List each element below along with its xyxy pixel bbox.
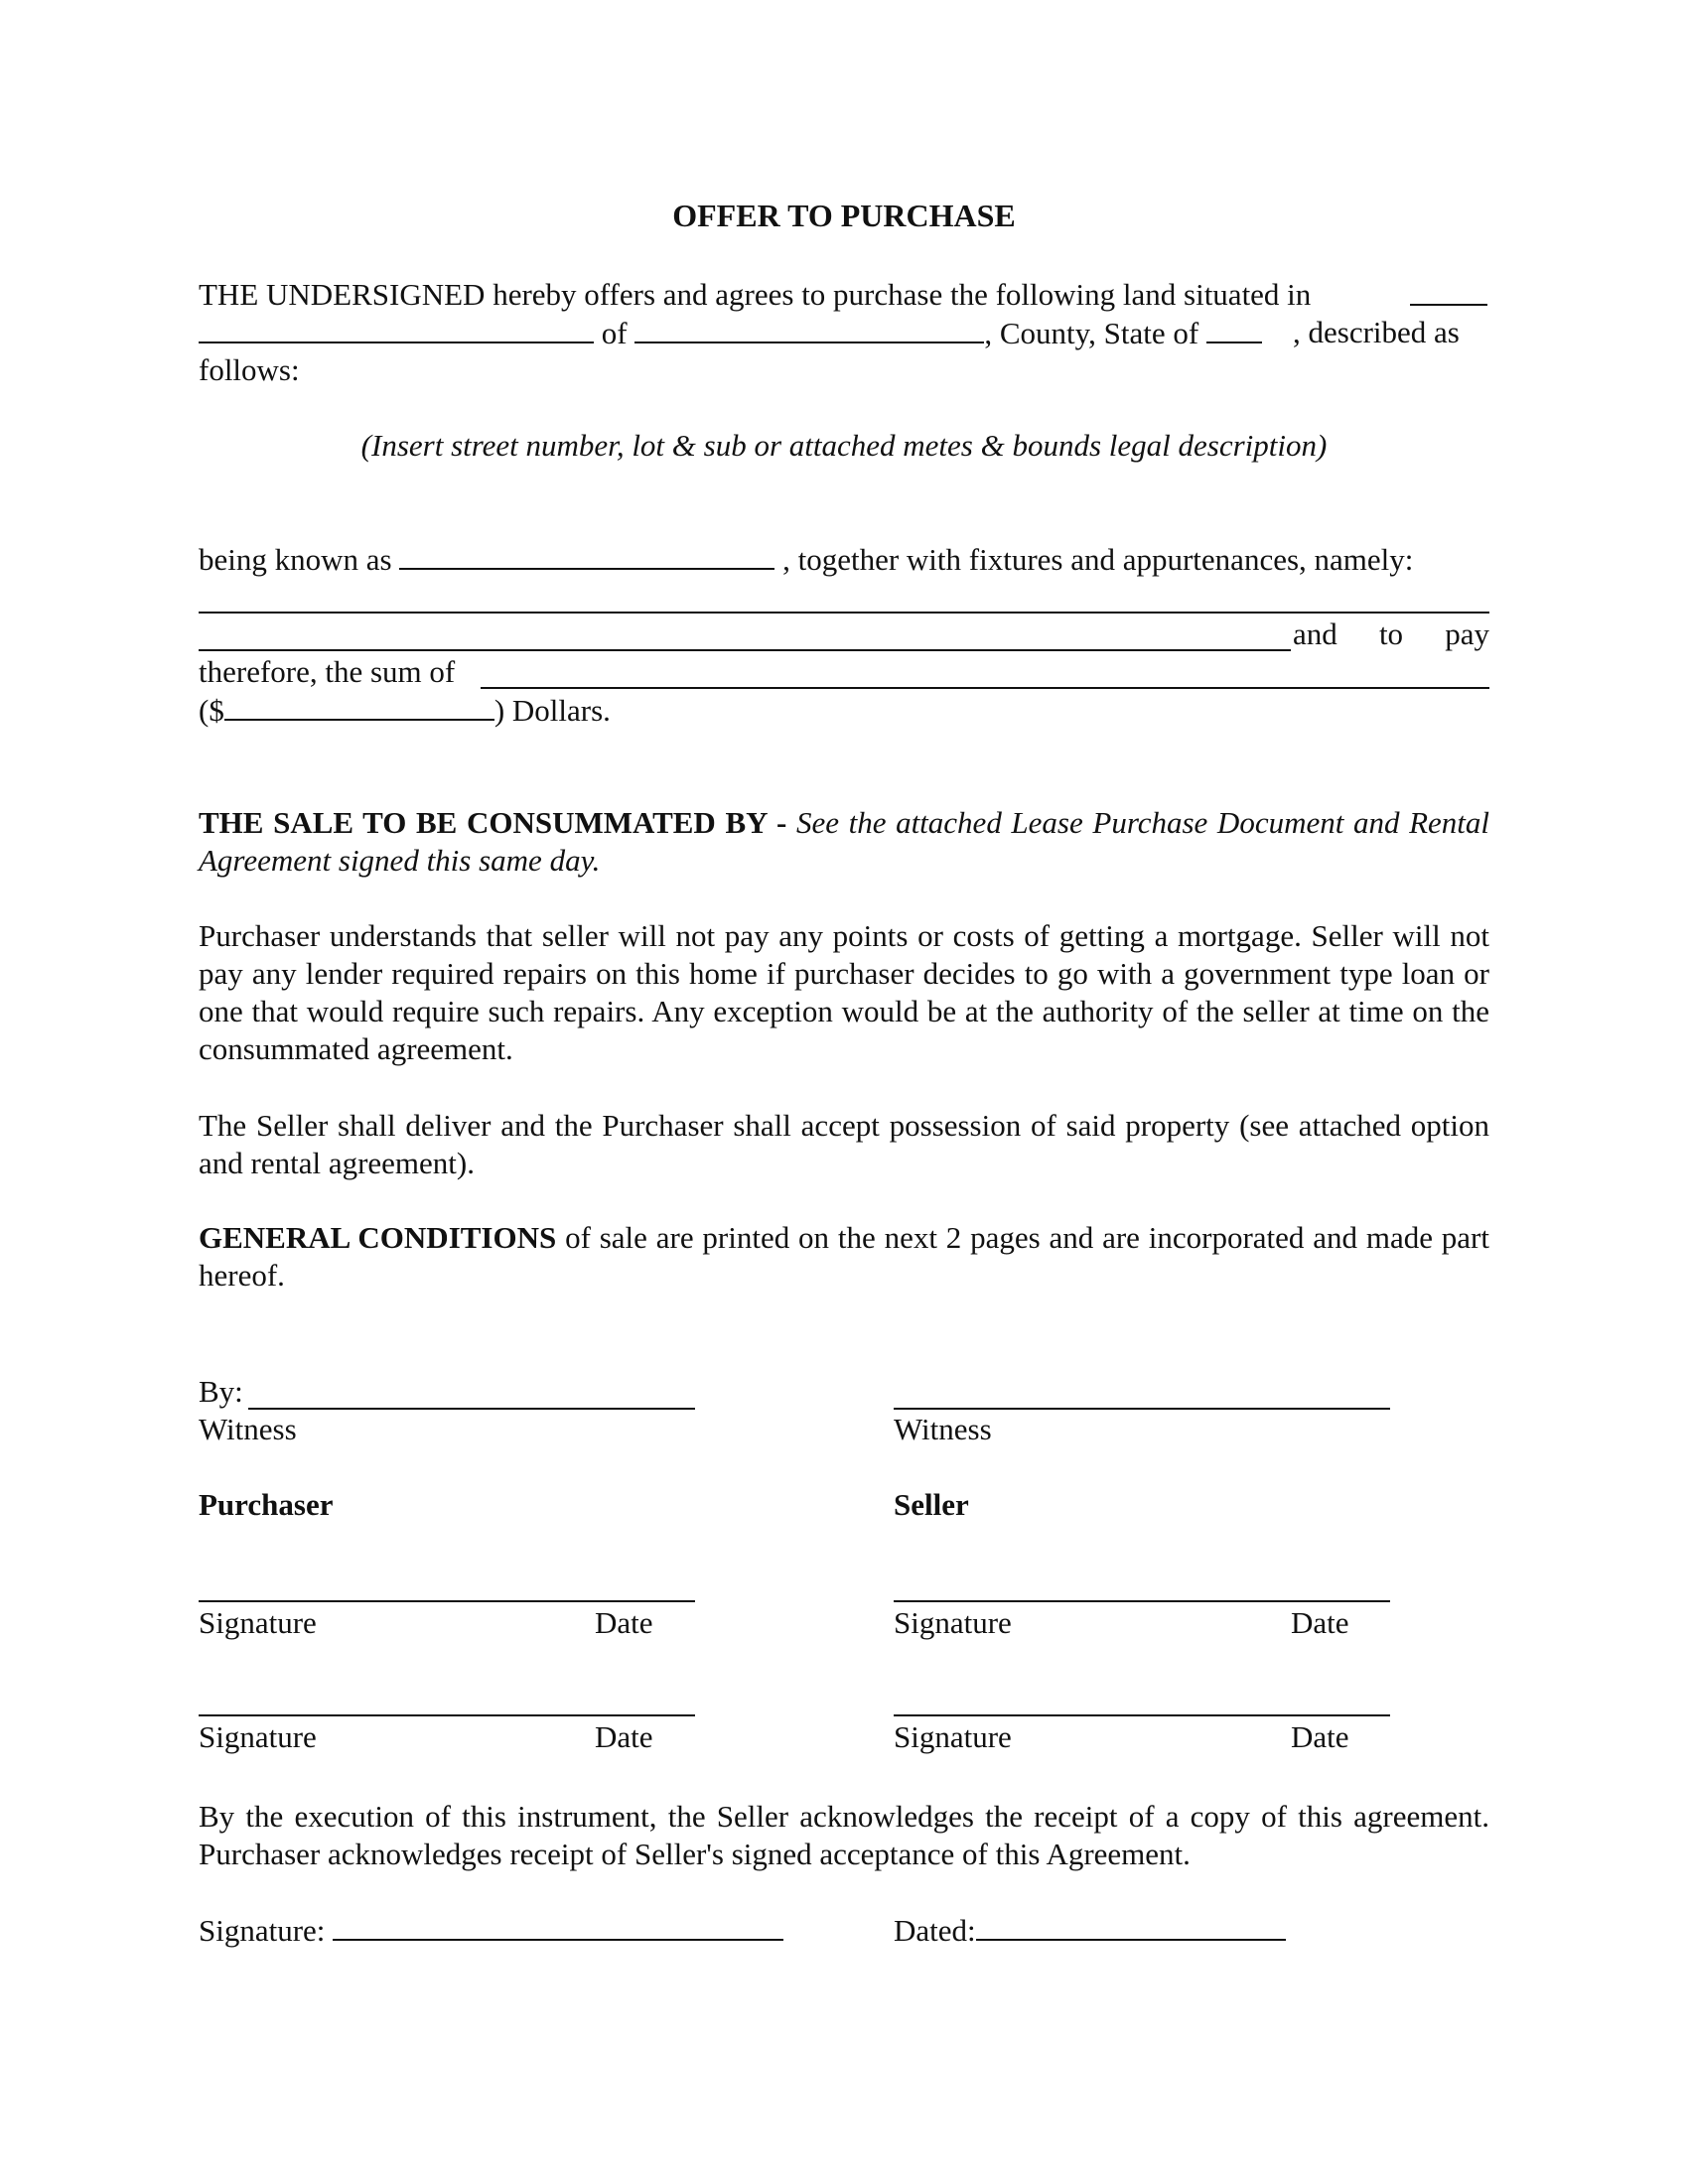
- page-title: OFFER TO PURCHASE: [672, 198, 1016, 233]
- intro-line-1: [199, 276, 1311, 314]
- purchaser-signature-line-2[interactable]: [199, 1714, 695, 1716]
- witness-right-label: Witness: [894, 1412, 992, 1446]
- to-word: to: [1378, 616, 1404, 651]
- seller-signature-label-1: Signature: [894, 1605, 1012, 1640]
- fixtures-label: , together with fixtures and appurtenances, namely:: [782, 542, 1414, 577]
- purchaser-signature-label-2: Signature: [199, 1719, 317, 1754]
- and-word: and: [1293, 616, 1337, 651]
- by-signature-line[interactable]: [248, 1408, 695, 1410]
- township-field[interactable]: [199, 314, 594, 343]
- witness-left-label: Witness: [199, 1412, 297, 1446]
- sale-heading: THE SALE TO BE CONSUMMATED BY -: [199, 805, 787, 840]
- of-label: of: [601, 316, 628, 350]
- seller-signature-line-1[interactable]: [894, 1600, 1390, 1602]
- intro-line-2: [199, 314, 1262, 352]
- and-to-pay: [1293, 615, 1489, 653]
- purchaser-signature-label-1: Signature: [199, 1605, 317, 1640]
- location-field-1[interactable]: [1410, 276, 1487, 315]
- footer-dated-field[interactable]: [976, 1911, 1286, 1941]
- general-conditions-paragraph: [199, 1219, 1489, 1295]
- footer-dated-line: [894, 1911, 1286, 1950]
- seller-signature-line-2[interactable]: [894, 1714, 1390, 1716]
- purchaser-signature-line-1[interactable]: [199, 1600, 695, 1602]
- seller-date-label-1: Date: [1291, 1605, 1349, 1640]
- county-state-label: , County, State of: [984, 316, 1199, 350]
- seller-date-label-2: Date: [1291, 1719, 1349, 1754]
- purchaser-paragraph: Purchaser understands that seller will not pay any points or costs of getting a mortgage. Seller will not pay any lender required repairs on this home if purchaser decides to go with a government type loan or one that would require such repairs. Any exception would be at the authority of the seller at time on the consummated agreement.: [199, 918, 1489, 1066]
- by-label: By:: [199, 1374, 243, 1409]
- footer-signature-label: Signature:: [199, 1913, 326, 1948]
- footer-dated-label: Dated:: [894, 1913, 976, 1948]
- city-field[interactable]: [634, 314, 984, 343]
- footer-signature-field[interactable]: [333, 1911, 783, 1941]
- fixtures-line-2[interactable]: [199, 649, 1291, 651]
- known-as-line: [199, 540, 1413, 579]
- sum-of-label: therefore, the sum of: [199, 654, 456, 689]
- purchaser-date-label-2: Date: [595, 1719, 653, 1754]
- being-known-as-label: being known as: [199, 542, 392, 577]
- possession-paragraph: The Seller shall deliver and the Purchaser shall accept possession of said property (see attached option and rental agreement).: [199, 1108, 1489, 1180]
- acknowledgement-paragraph: By the execution of this instrument, the Seller acknowledges the receipt of a copy of this agreement. Purchaser acknowledges receipt of Seller's signed acceptance of this Agreement.: [199, 1799, 1489, 1871]
- dollar-line: [199, 691, 611, 730]
- seller-label: Seller: [894, 1487, 969, 1522]
- dollar-amount-field[interactable]: [224, 691, 494, 721]
- sale-text: See the attached Lease Purchase Document and Rental Agreement signed this same day.: [199, 805, 1490, 878]
- known-as-field[interactable]: [399, 540, 774, 570]
- state-field[interactable]: [1206, 314, 1262, 343]
- footer-signature-line: [199, 1911, 783, 1950]
- purchaser-label: Purchaser: [199, 1487, 334, 1522]
- seller-signature-label-2: Signature: [894, 1719, 1012, 1754]
- follows-label: follows:: [199, 352, 300, 387]
- sum-field[interactable]: [481, 687, 1489, 689]
- intro-text: THE UNDERSIGNED hereby offers and agrees to purchase the following land situated in: [199, 277, 1312, 312]
- dollars-label: ) Dollars.: [493, 693, 611, 728]
- sale-paragraph: [199, 804, 1489, 880]
- legal-description-instruction: (Insert street number, lot & sub or attached metes & bounds legal description): [360, 428, 1328, 463]
- described-as-label: , described as: [1293, 315, 1460, 349]
- general-text: of sale are printed on the next 2 pages and are incorporated and made part hereof.: [199, 1220, 1489, 1293]
- general-heading: GENERAL CONDITIONS: [199, 1220, 557, 1255]
- pay-word: pay: [1445, 616, 1489, 651]
- fixtures-line-1[interactable]: [199, 612, 1489, 614]
- dollar-open: ($: [199, 693, 224, 728]
- right-witness-line[interactable]: [894, 1408, 1390, 1410]
- purchaser-date-label-1: Date: [595, 1605, 653, 1640]
